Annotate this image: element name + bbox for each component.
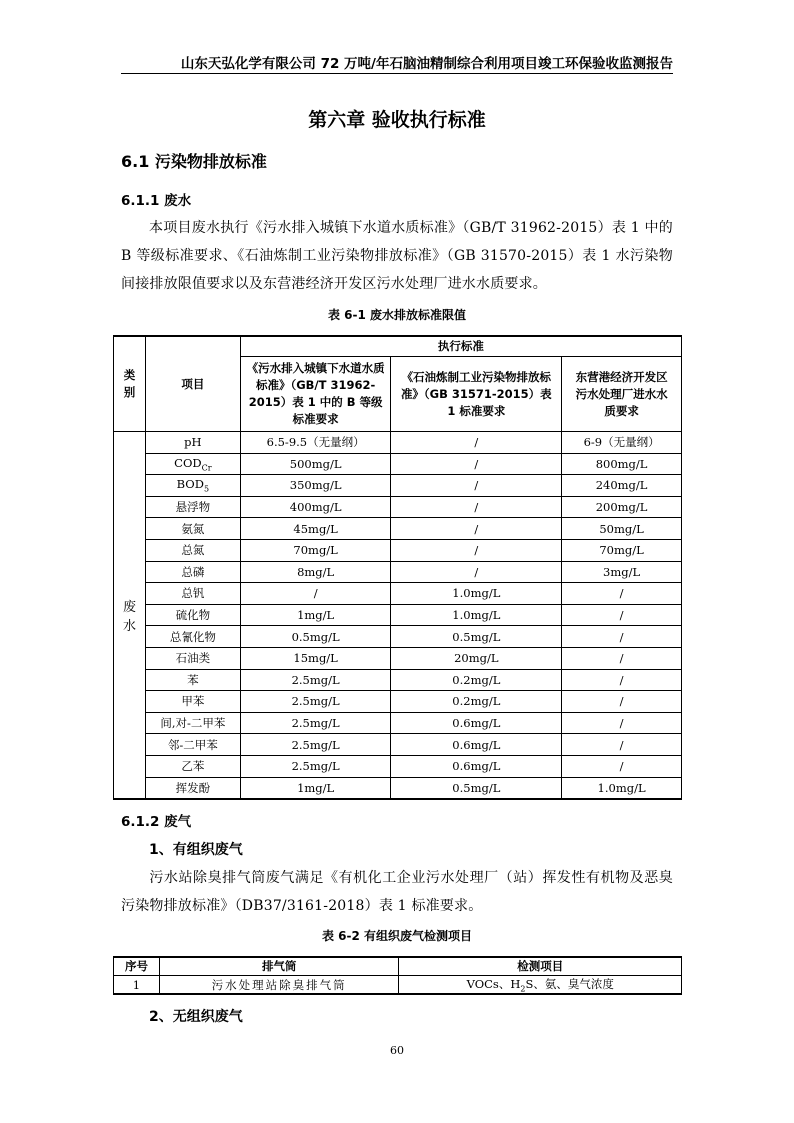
table-row (114, 475, 682, 497)
cell-item: 乙苯 (145, 755, 240, 777)
cell-v3: / (562, 755, 682, 777)
cell-v3: 200mg/L (562, 496, 682, 518)
cell-v2: 0.6mg/L (391, 734, 562, 756)
std1-header: 《污水排入城镇下水道水质标准》（GB/T 31962-2015）表 1 中的 B 等级标准要求 (240, 357, 391, 432)
t2-cell-items (399, 976, 682, 995)
cell-v1: 45mg/L (240, 518, 391, 540)
table-row (114, 647, 682, 669)
cell-v2: 20mg/L (391, 647, 562, 669)
t2-header-no: 序号 (114, 957, 160, 976)
cell-v2: / (391, 561, 562, 583)
cell-v1: / (240, 583, 391, 605)
cell-v1: 2.5mg/L (240, 755, 391, 777)
table-row (114, 604, 682, 626)
chapter-title: 第六章 验收执行标准 (308, 109, 486, 131)
t2-items-subscript: 2 (520, 984, 526, 994)
t2-items-part: VOCs、H (466, 977, 521, 991)
cell-v2: / (391, 496, 562, 518)
cell-v2: / (391, 539, 562, 561)
cell-v3: / (562, 583, 682, 605)
cell-v2: 1.0mg/L (391, 604, 562, 626)
table1-caption: 表 6-1 废水排放标准限值 (327, 308, 467, 322)
organized-gas-paragraph-text: 污水站除臭排气筒废气满足《有机化工企业污水处理厂（站）挥发性有机物及恶臭污染物排放标准》（DB37/3161-2018）表 1 标准要求。 (121, 870, 673, 914)
wastewater-standards-table (113, 335, 682, 800)
cell-v3: / (562, 691, 682, 713)
item-base: COD (174, 455, 202, 470)
cell-v1: 1mg/L (240, 777, 391, 799)
wastewater-paragraph-text: 本项目废水执行《污水排入城镇下水道水质标准》（GB/T 31962-2015）表 1 中的 B 等级标准要求、《石油炼制工业污染物排放标准》（GB 31570-2015）表 1 水污染物间接排放限值要求以及东营港经济开发区污水处理厂进水水质要求。 (121, 220, 673, 292)
table-row (114, 432, 682, 454)
cell-v1: 0.5mg/L (240, 626, 391, 648)
cell-v1: 350mg/L (240, 475, 391, 497)
cell-v2: 0.2mg/L (391, 691, 562, 713)
table-row (114, 734, 682, 756)
t2-items-part: S、氨、臭气浓度 (525, 977, 614, 991)
t2-header-items: 检测项目 (399, 957, 682, 976)
std3-header: 东营港经济开发区污水处理厂进水水质要求 (562, 357, 682, 432)
cell-v2: 0.6mg/L (391, 755, 562, 777)
cell-v2: / (391, 518, 562, 540)
cell-v1: 1mg/L (240, 604, 391, 626)
organized-gas-heading: 1、有组织废气 (149, 842, 243, 858)
cell-item (145, 475, 240, 497)
cell-v2: 0.6mg/L (391, 712, 562, 734)
cell-v3: / (562, 734, 682, 756)
category-cell: 废 水 (114, 432, 146, 800)
cell-v3: / (562, 604, 682, 626)
table-row (114, 712, 682, 734)
cell-v2: 1.0mg/L (391, 583, 562, 605)
cell-v3: 50mg/L (562, 518, 682, 540)
page-number: 60 (390, 1044, 404, 1057)
cell-item: 苯 (145, 669, 240, 691)
page-header: 山东天弘化学有限公司 72 万吨/年石脑油精制综合利用项目竣工环保验收监测报告 (180, 56, 673, 72)
table-row (114, 518, 682, 540)
cell-v2: 0.5mg/L (391, 777, 562, 799)
organized-gas-paragraph (121, 864, 673, 920)
cell-v3: 70mg/L (562, 539, 682, 561)
cell-v1: 2.5mg/L (240, 734, 391, 756)
wastewater-paragraph (121, 214, 673, 298)
cell-v1: 70mg/L (240, 539, 391, 561)
section-heading-6-1-1: 6.1.1 废水 (121, 193, 192, 209)
table-row (114, 691, 682, 713)
col-item-header: 项目 (145, 336, 240, 432)
col-type-header: 类 别 (114, 336, 146, 432)
cell-v2: 0.2mg/L (391, 669, 562, 691)
cell-v1: 500mg/L (240, 453, 391, 475)
section-heading-6-1: 6.1 污染物排放标准 (121, 152, 267, 171)
cell-item: 挥发酚 (145, 777, 240, 799)
cell-v1: 2.5mg/L (240, 691, 391, 713)
cell-v1: 6.5-9.5（无量纲） (240, 432, 391, 454)
section-heading-6-1-2: 6.1.2 废气 (121, 814, 192, 830)
table-row (114, 453, 682, 475)
cell-item: pH (145, 432, 240, 454)
table-row (114, 583, 682, 605)
table2-caption: 表 6-2 有组织废气检测项目 (321, 929, 473, 943)
cell-item: 总钒 (145, 583, 240, 605)
table-row (114, 539, 682, 561)
cell-item: 邻-二甲苯 (145, 734, 240, 756)
table-row (114, 496, 682, 518)
item-subscript: 5 (203, 484, 210, 494)
cell-item: 间,对-二甲苯 (145, 712, 240, 734)
table-row (114, 626, 682, 648)
cell-item: 总磷 (145, 561, 240, 583)
cell-item (145, 453, 240, 475)
cell-v3: / (562, 626, 682, 648)
t2-cell-no: 1 (114, 976, 160, 995)
cell-v2: / (391, 432, 562, 454)
cell-v1: 2.5mg/L (240, 669, 391, 691)
table-row (114, 669, 682, 691)
cell-v1: 2.5mg/L (240, 712, 391, 734)
header-divider (121, 73, 673, 74)
col-standard-header: 执行标准 (240, 336, 681, 357)
std2-header: 《石油炼制工业污染物排放标准》（GB 31571-2015）表 1 标准要求 (391, 357, 562, 432)
table-row (114, 755, 682, 777)
cell-item: 总氰化物 (145, 626, 240, 648)
t2-header-stack: 排气筒 (159, 957, 399, 976)
table-row (114, 976, 682, 995)
cell-v3: 1.0mg/L (562, 777, 682, 799)
cell-v3: / (562, 712, 682, 734)
cell-v3: 800mg/L (562, 453, 682, 475)
cell-v3: 240mg/L (562, 475, 682, 497)
cell-item: 甲苯 (145, 691, 240, 713)
cell-item: 石油类 (145, 647, 240, 669)
cell-v3: 6-9（无量纲） (562, 432, 682, 454)
table-row (114, 777, 682, 799)
cell-v3: / (562, 647, 682, 669)
cell-item: 总氮 (145, 539, 240, 561)
item-base: BOD (176, 477, 204, 492)
cell-v1: 400mg/L (240, 496, 391, 518)
organized-gas-table (113, 956, 682, 995)
cell-v3: 3mg/L (562, 561, 682, 583)
cell-item: 氨氮 (145, 518, 240, 540)
cell-v3: / (562, 669, 682, 691)
cell-v1: 8mg/L (240, 561, 391, 583)
item-subscript: Cr (201, 463, 212, 473)
cell-v2: / (391, 475, 562, 497)
cell-v2: 0.5mg/L (391, 626, 562, 648)
table-row (114, 561, 682, 583)
t2-cell-stack: 污水处理站除臭排气筒 (159, 976, 399, 995)
cell-item: 硫化物 (145, 604, 240, 626)
cell-v2: / (391, 453, 562, 475)
unorganized-gas-heading: 2、无组织废气 (149, 1009, 243, 1025)
cell-v1: 15mg/L (240, 647, 391, 669)
cell-item: 悬浮物 (145, 496, 240, 518)
